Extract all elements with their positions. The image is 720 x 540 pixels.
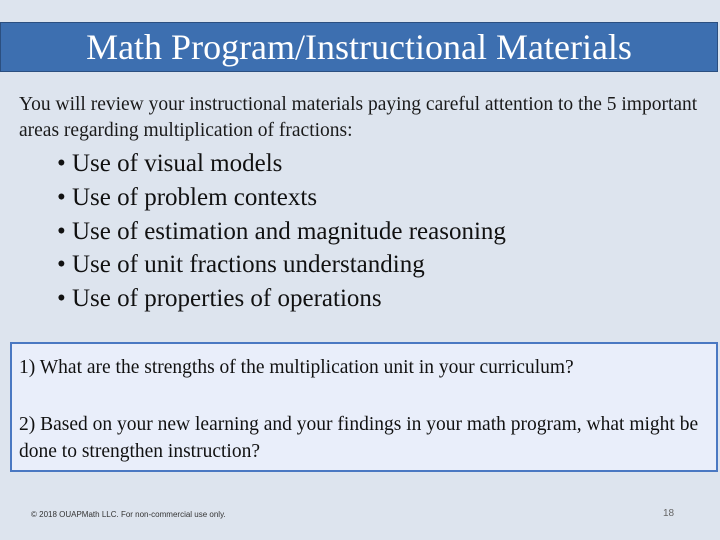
- list-item: • Use of problem contexts: [57, 183, 318, 211]
- question-2: 2) Based on your new learning and your findings in your math program, what might be done to strengthen instruction?: [19, 414, 699, 462]
- list-item: • Use of visual models: [57, 150, 283, 177]
- copyright-notice: © 2018 OUAPMath LLC. For non-commercial use only.: [31, 510, 226, 519]
- list-item: • Use of unit fractions understanding: [57, 251, 425, 279]
- intro-paragraph: You will review your instructional materials paying careful attention to the 5 important areas regarding multiplication of fractions:: [19, 94, 698, 141]
- questions-box: [10, 342, 718, 472]
- list-item: • Use of properties of operations: [57, 285, 382, 313]
- slide-title: Math Program/Instructional Materials: [86, 27, 632, 67]
- focus-areas-list: [57, 147, 506, 316]
- slide-title-bar: [0, 22, 718, 72]
- question-1: 1) What are the strengths of the multiplication unit in your curriculum?: [19, 357, 574, 378]
- page-number: 18: [663, 508, 675, 519]
- list-item: • Use of estimation and magnitude reasoning: [57, 217, 506, 245]
